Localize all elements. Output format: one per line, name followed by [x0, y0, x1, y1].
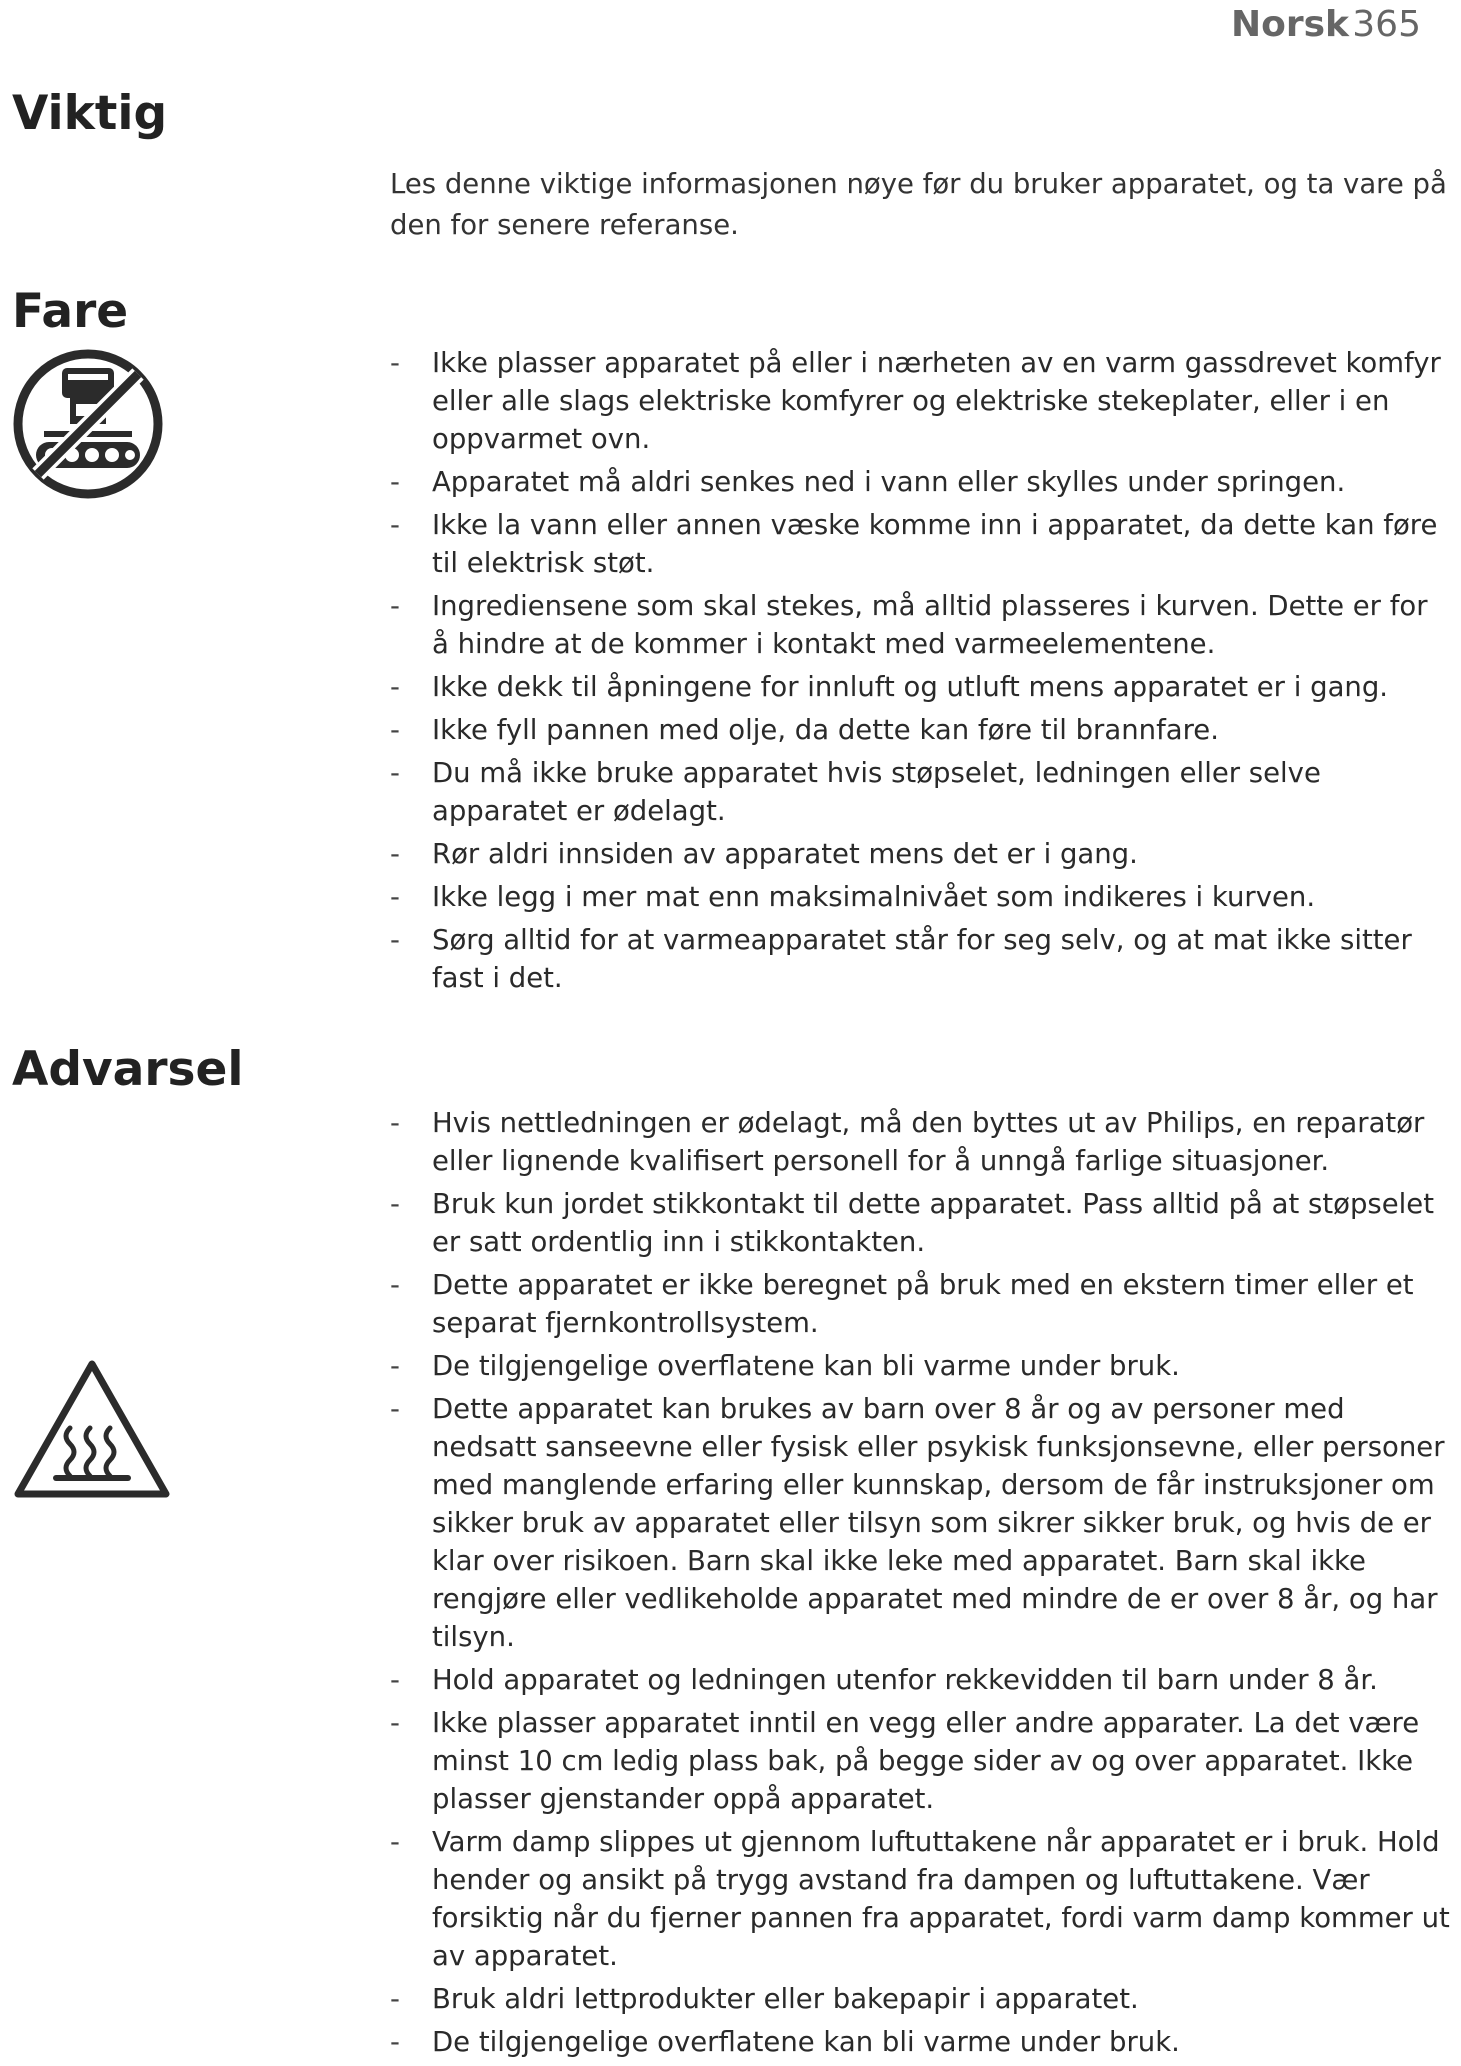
list-item: - Hold apparatet og ledningen utenfor rekkevidden til barn under 8 år.: [390, 1661, 1450, 1699]
list-item: - Dette apparatet er ikke beregnet på bruk med en ekstern timer eller et separat fjernkontrollsystem.: [390, 1266, 1450, 1342]
list-item: - Hvis nettledningen er ødelagt, må den byttes ut av Philips, en reparatør eller lignende kvalifisert personell for å unngå farlige situasjoner.: [390, 1104, 1450, 1180]
list-item: - Ikke legg i mer mat enn maksimalnivået som indikeres i kurven.: [390, 878, 1450, 916]
list-item: - Ingrediensene som skal stekes, må alltid plasseres i kurven. Dette er for å hindre at de kommer i kontakt med varmeelementene.: [390, 587, 1450, 663]
list-item: - Apparatet må aldri senkes ned i vann eller skylles under springen.: [390, 463, 1450, 501]
page-number: 365: [1352, 4, 1421, 45]
section-title-viktig: Viktig: [12, 86, 168, 141]
list-item: - Dette apparatet kan brukes av barn over 8 år og av personer med nedsatt sanseevne eller fysisk eller psykisk funksjonsevne, eller personer med manglende erfaring eller kunnskap, dersom de får instruksjoner om sikker bruk av apparatet eller tilsyn som sikrer sikker bruk, og hvis de er klar over risikoen. Barn skal ikke leke med apparatet. Barn skal ikke rengjøre eller vedlikeholde apparatet med mindre de er over 8 år, og har tilsyn.: [390, 1390, 1450, 1656]
list-item: - Du må ikke bruke apparatet hvis støpselet, ledningen eller selve apparatet er ødelagt.: [390, 754, 1450, 830]
list-item: - Ikke la vann eller annen væske komme inn i apparatet, da dette kan føre til elektrisk støt.: [390, 506, 1450, 582]
list-item: - De tilgjengelige overflatene kan bli varme under bruk.: [390, 1347, 1450, 1385]
hot-surface-warning-icon: [10, 1356, 174, 1502]
list-item: - Rør aldri innsiden av apparatet mens det er i gang.: [390, 835, 1450, 873]
section-title-advarsel: Advarsel: [12, 1042, 244, 1097]
list-item: - Ikke dekk til åpningene for innluft og utluft mens apparatet er i gang.: [390, 668, 1450, 706]
fare-list: [390, 344, 1450, 1002]
list-item: - Ikke plasser apparatet inntil en vegg eller andre apparater. La det være minst 10 cm ledig plass bak, på begge sider av og over apparatet. Ikke plasser gjenstander oppå apparatet.: [390, 1704, 1450, 1818]
intro-paragraph: Les denne viktige informasjonen nøye før du bruker apparatet, og ta vare på den for senere referanse.: [390, 168, 1447, 241]
section-title-fare: Fare: [12, 284, 129, 339]
list-item: - Ikke fyll pannen med olje, da dette kan føre til brannfare.: [390, 711, 1450, 749]
header-language: Norsk: [1231, 4, 1349, 45]
list-item: - Bruk aldri lettprodukter eller bakepapir i apparatet.: [390, 1980, 1450, 2018]
list-item: - Varm damp slippes ut gjennom luftuttakene når apparatet er i bruk. Hold hender og ansikt på trygg avstand fra dampen og luftuttakene. Vær forsiktig når du fjerner pannen fra apparatet, fordi varm damp kommer ut av apparatet.: [390, 1823, 1450, 1975]
list-item: - De tilgjengelige overflatene kan bli varme under bruk.: [390, 2023, 1450, 2061]
list-item: - Bruk kun jordet stikkontakt til dette apparatet. Pass alltid på at støpselet er satt ordentlig inn i stikkontakten.: [390, 1185, 1450, 1261]
no-immersion-icon: [10, 346, 166, 502]
list-item: - Sørg alltid for at varmeapparatet står for seg selv, og at mat ikke sitter fast i det.: [390, 921, 1450, 997]
advarsel-list: [390, 1104, 1450, 2066]
list-item: - Ikke plasser apparatet på eller i nærheten av en varm gassdrevet komfyr eller alle slags elektriske komfyrer og elektriske stekeplater, eller i en oppvarmet ovn.: [390, 344, 1450, 458]
